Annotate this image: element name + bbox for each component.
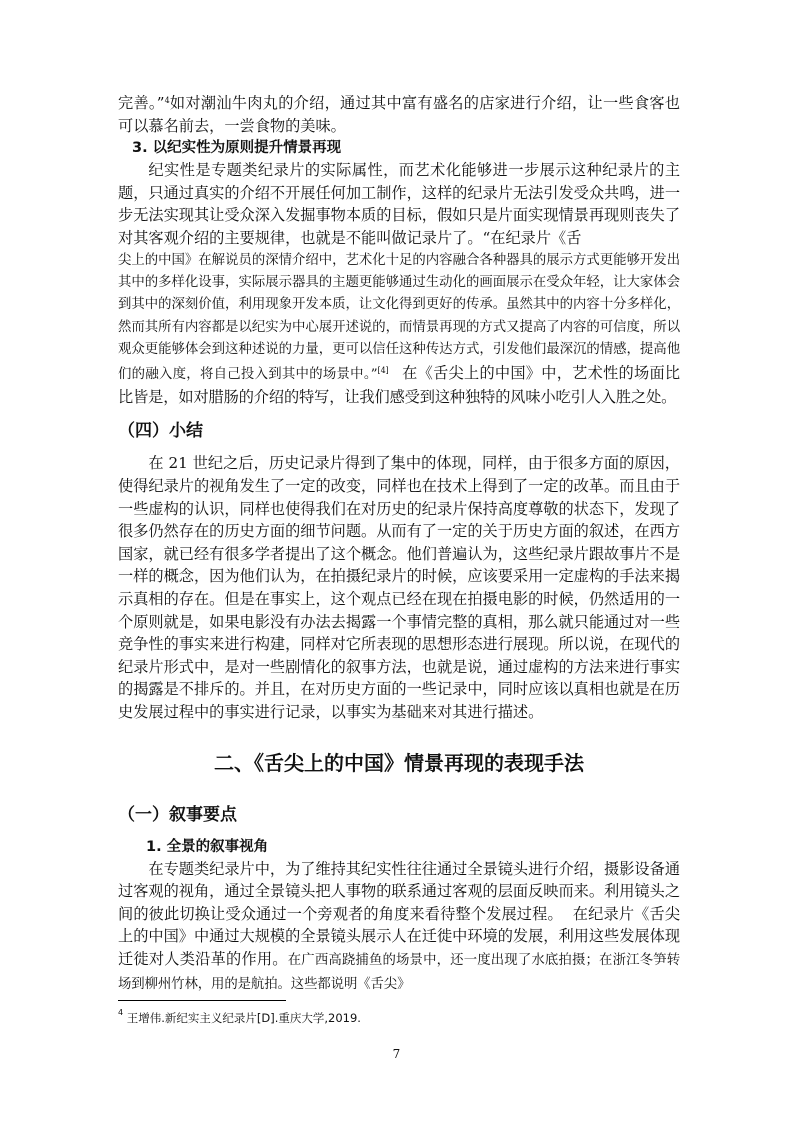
paragraph-text: 在《舌尖上的中国》中，艺术性的场面比比皆是，如对腊肠的介绍的特写，让我们感受到这种独特的风味小吃引人入胜之处。 — [118, 363, 680, 406]
footnote-ref[interactable]: 4 — [164, 96, 170, 105]
heading-summary: （四）小结 — [118, 421, 203, 442]
footnote — [118, 1010, 361, 1026]
paragraph-text: 在专题类纪录片中，为了维持其纪实性往往通过全景镜头进行介绍，摄影设备通过客观的视角，通过全景镜头把人事物的联系通过客观的层面反映而来。利用镜头之间的彼此切换让受众通过一个旁观者的角度来看待整个发展过程。 — [118, 859, 680, 923]
paragraph-summary: 在 21 世纪之后，历史记录片得到了集中的体现，同样，由于很多方面的原因，使得纪录片的视角发生了一定的改变，同样也在技术上得到了一定的改革。而且由于一些虚构的认识，同样也使得我们在对历史的纪录片保持高度尊敬的状态下，发现了很多仍然存在的历史方面的细节问题。从而有了一定的关于历史方面的叙述，在西方国家，就已经有很多学者提出了这个概念。他们普遍认为，这些纪录片跟故事片不是一样的概念，因为他们认为，在拍摄纪录片的时候，应该要采用一定虚构的手法来揭示真相的存在。但是在事实上，这个观点已经在现在拍摄电影的时候，仍然适用的一个原则就是，如果电影没有办法去揭露一个事情完整的真相，那么就只能通过对一些竞争性的事实来进行构建，同样对它所表现的思想形态进行展现。所以说，在现代的纪录片形式中，是对一些剧情化的叙事方法，也就是说，通过虚构的方法来进行事实的揭露是不排斥的。并且，在对历史方面的一些记录中，同时应该以真相也就是在历史发展过程中的事实进行记录，以事实为基础来对其进行描述。 — [118, 454, 680, 721]
paragraph-documentary: 纪实性是专题类纪录片的实际属性，而艺术化能够进一步展示这种纪录片的主题，只通过真实的介绍不开展任何加工制作，这样的纪录片无法引发受众共鸣，进一步无法实现其让受众深入发掘事物本质的目标，假如只是片面实现情景再现则丧失了对其客观介绍的主要规律，也就是不能叫做记录片了。“在纪录片《舌 — [118, 161, 680, 247]
footnote-mark: 4 — [118, 1008, 124, 1017]
chapter-heading: 二、《舌尖上的中国》情景再现的表现手法 — [214, 750, 584, 775]
paragraph-quote — [118, 250, 680, 411]
paragraph-text: 在纪录片《舌尖上的中国》中通过大规模的全景镜头展示人在迁徙中环境的发展，利用这些发展体现迁徙对人类沿革的作用。 — [118, 904, 681, 968]
heading-narrative: （一）叙事要点 — [118, 804, 237, 825]
subheading-3: 3. 以纪实性为原则提升情景再现 — [132, 140, 342, 157]
document-body — [118, 92, 680, 997]
paragraph-text: 如对潮汕牛肉丸的介绍，通过其中富有盛名的店家进行介绍，让一些食客也可以慕名前去，一尝食物的美味。 — [118, 94, 680, 135]
quote-end: 完善。” — [118, 94, 165, 112]
quote-text: 尖上的中国》在解说员的深情介绍中，艺术化十足的内容融合各种器具的展示方式更能够开发出其中的多样化设事，实际展示器具的主题更能够通过生动化的画面展示在受众年轻，让大家体会到其中的深刻价值，利用现象开发本质，让文化得到更好的传承。虽然其中的内容十分多样化，然而其所有内容都是以纪实为中心展开述说的，而情景再现的方式又提高了内容的可信度，所以观众更能够体会到这种述说的力量，更可以信任这种传达方式，引发他们最深沉的情感，提高他们的融入度，将自己投入到其中的场景中。” — [118, 252, 680, 382]
subheading-1: 1. 全景的叙事视角 — [146, 838, 269, 855]
paragraph-text: 在广西高跷捕鱼的场景中，还一度出现了水底拍摄；在浙江冬笋转场到柳州竹林，用的是航拍。这些都说明《舌尖》 — [118, 952, 680, 993]
page-number: 7 — [392, 1047, 401, 1061]
paragraph-intro — [118, 92, 680, 137]
paragraph-panorama — [118, 858, 680, 997]
citation-ref[interactable]: [4] — [377, 365, 389, 375]
footnote-text: 王增伟.新纪实主义纪录片[D].重庆大学,2019. — [126, 1011, 361, 1025]
footnote-divider — [118, 1000, 286, 1001]
